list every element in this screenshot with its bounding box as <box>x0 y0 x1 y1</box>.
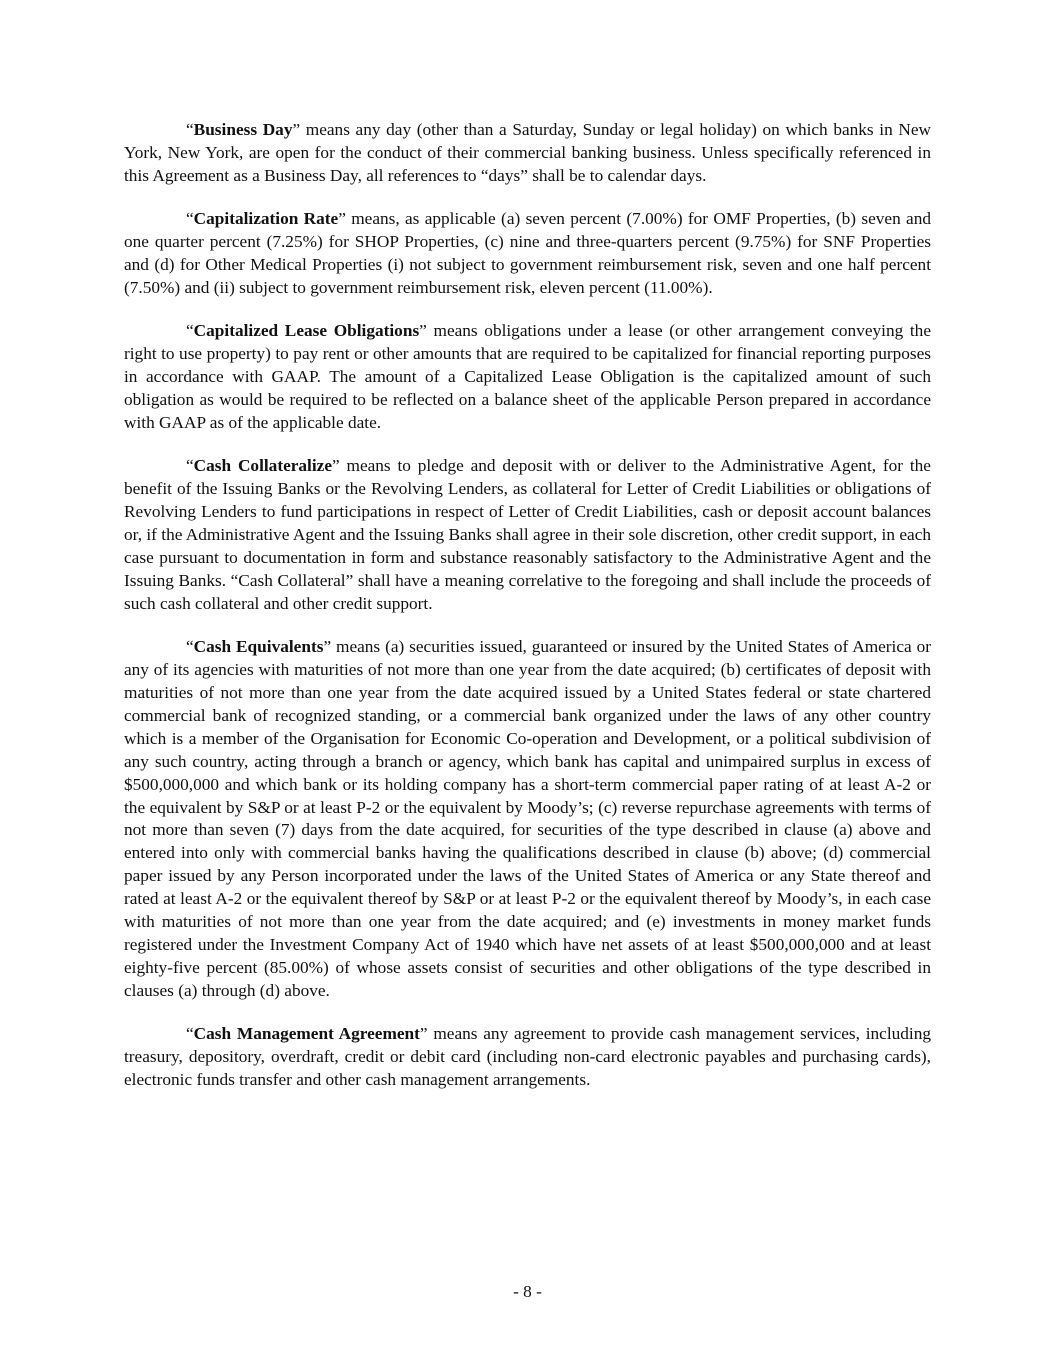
open-quote: “ <box>186 456 194 476</box>
document-page <box>124 119 931 1112</box>
definition-business-day <box>124 119 931 188</box>
open-quote: “ <box>186 120 194 139</box>
defined-term: Cash Equivalents <box>193 637 324 657</box>
definition-text: ” means (a) securities issued, guaranteed or insured by the United States of America or any of its agencies with maturities of not more than one year from the date acquired; (b) certificates of deposit with maturities of not more than one year from the date acquired issued by a United States federal or state chartered commercial bank of recognized standing, or a commercial bank organized under the laws of any other country which is a member of the Organisation for Economic Co-operation and Development, or a political subdivision of any such country, acting through a branch or agency, which bank has capital and unimpaired surplus in excess of $500,000,000 and which bank or its holding company has a short-term commercial paper rating of at least A-2 or the equivalent by S&P or at least P-2 or the equivalent by Moody’s; (c) reverse repurchase agreements with terms of not more than seven (7) days from the date acquired, for securities of the type described in clause (a) above and entered into only with commercial banks having the qualifications described in clause (b) above; (d) commercial paper issued by any Person incorporated under the laws of the United States of America or any State thereof and rated at least A-2 or the equivalent thereof by S&P or at least P-2 or the equivalent thereof by Moody’s, in each case with maturities of not more than one year from the date acquired; and (e) investments in money market funds registered under the Investment Company Act of 1940 which have net assets of at least $500,000,000 and at least eighty-five percent (85.00%) of whose assets consist of securities and other obligations of the type described in clauses (a) through (d) above. <box>124 637 932 1000</box>
definition-text: ” means any agreement to provide cash management services, including treasury, depository, overdraft, credit or debit card (including non-card electronic payables and purchasing cards), electronic funds transfer and other cash management arrangements. <box>124 1024 932 1090</box>
definition-cash-equivalents <box>124 636 931 1003</box>
definition-capitalization-rate <box>124 208 931 300</box>
definition-text: ” means any day (other than a Saturday, Sunday or legal holiday) on which banks in New York, New York, are open for the conduct of their commercial banking business. Unless specifically referenced in this Agreement as a Business Day, all references to “days” shall be to calendar days. <box>124 120 931 185</box>
definition-text: ” means obligations under a lease (or other arrangement conveying the right to use property) to pay rent or other amounts that are required to be capitalized for financial reporting purposes in accordance with GAAP. The amount of a Capitalized Lease Obligation is the capitalized amount of such obligation as would be required to be reflected on a balance sheet of the applicable Person prepared in accordance with GAAP as of the applicable date. <box>124 321 931 432</box>
defined-term: Cash Management Agreement <box>193 1024 420 1044</box>
defined-term: Cash Collateralize <box>193 456 332 476</box>
defined-term: Business Day <box>193 120 293 139</box>
open-quote: “ <box>186 637 194 657</box>
definition-cash-collateralize <box>124 455 931 615</box>
open-quote: “ <box>186 209 194 229</box>
definition-text: ” means, as applicable (a) seven percent (7.00%) for OMF Properties, (b) seven and one quarter percent (7.25%) for SHOP Properties, (c) nine and three-quarters percent (9.75%) for SNF Properties and (d) for Other Medical Properties (i) not subject to government reimbursement risk, seven and one half percent (7.50%) and (ii) subject to government reimbursement risk, eleven percent (11.00%). <box>124 209 931 297</box>
definition-cash-management-agreement <box>124 1023 931 1092</box>
definition-text: ” means to pledge and deposit with or deliver to the Administrative Agent, for the benefit of the Issuing Banks or the Revolving Lenders, as collateral for Letter of Credit Liabilities or obligations of Revolving Lenders to fund participations in respect of Letter of Credit Liabilities, cash or deposit account balances or, if the Administrative Agent and the Issuing Banks shall agree in their sole discretion, other credit support, in each case pursuant to documentation in form and substance reasonably satisfactory to the Administrative Agent and the Issuing Banks. “Cash Collateral” shall have a meaning correlative to the foregoing and shall include the proceeds of such cash collateral and other credit support. <box>124 456 931 613</box>
defined-term: Capitalized Lease Obligations <box>193 321 420 341</box>
definition-capitalized-lease-obligations <box>124 320 931 435</box>
open-quote: “ <box>186 321 194 341</box>
page-number: - 8 - <box>513 1282 542 1301</box>
open-quote: “ <box>186 1024 194 1044</box>
defined-term: Capitalization Rate <box>193 209 339 229</box>
